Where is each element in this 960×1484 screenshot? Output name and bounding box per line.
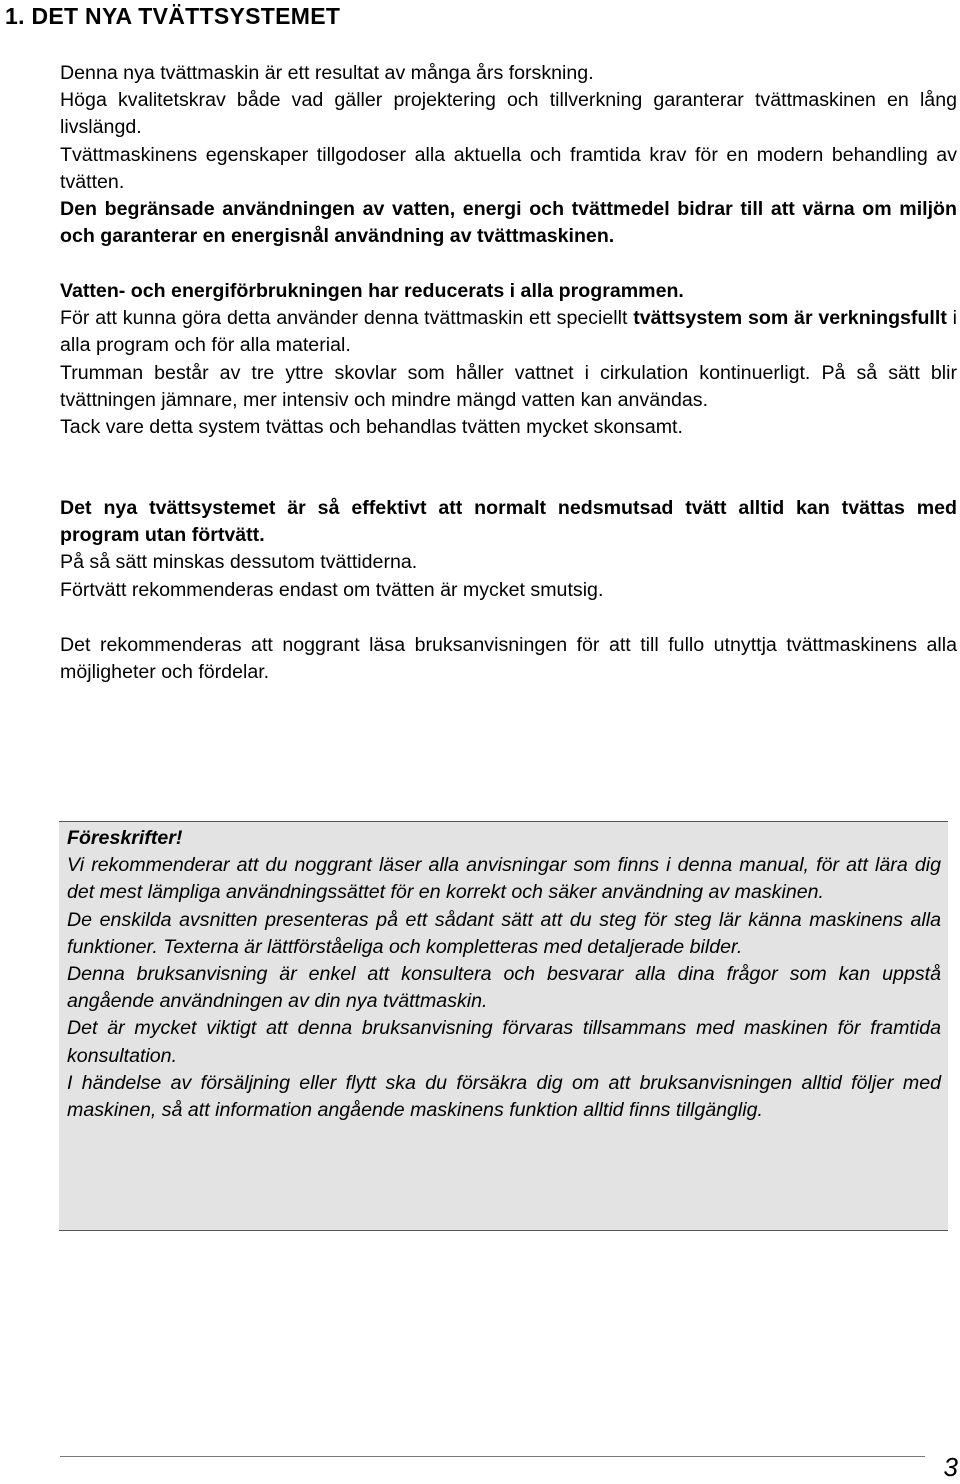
consumption-bold-text: tvättsystem som är verkningsfullt [633, 307, 947, 330]
intro-paragraph-2: Höga kvalitetskrav både vad gäller projektering och tillverkning garanterar tvättmaskinen en lång livslängd. [60, 89, 957, 139]
notice-title: Föreskrifter! [67, 827, 183, 849]
consumption-block [60, 278, 957, 441]
recommendation-paragraph: Det rekommenderas att noggrant läsa bruksanvisningen för att till fullo utnyttja tvättmaskinens alla möjligheter och fördelar. [60, 634, 957, 684]
intro-paragraph-1: Denna nya tvättmaskin är ett resultat av många års forskning. [60, 62, 594, 84]
efficiency-paragraph-3: Förtvätt rekommenderas endast om tvätten är mycket smutsig. [60, 578, 604, 601]
section-heading: 1. DET NYA TVÄTTSYSTEMET [5, 3, 341, 29]
page-number: 3 [943, 1452, 958, 1482]
consumption-paragraph-4: Tack vare detta system tvättas och behandlas tvätten mycket skonsamt. [60, 416, 683, 439]
notice-box [59, 821, 948, 1231]
notice-paragraph-2: De enskilda avsnitten presenteras på ett sådant sätt att du steg för steg lär känna maskinens alla funktioner. Texterna är lättförståeliga och kompletteras med detaljerade bilder. [67, 908, 941, 958]
footer-divider [60, 1456, 925, 1457]
notice-paragraph-3: Denna bruksanvisning är enkel att konsultera och besvarar alla dina frågor som kan uppstå angående användningen av din nya tvättmaskin. [67, 963, 941, 1013]
intro-block [60, 60, 957, 250]
efficiency-block [60, 495, 957, 604]
recommendation-block [60, 632, 957, 686]
consumption-paragraph-2 [60, 305, 957, 359]
notice-paragraph-4: Det är mycket viktigt att denna bruksanvisning förvaras tillsammans med maskinen för framtida konsultation. [67, 1017, 941, 1067]
efficiency-paragraph-2: På så sätt minskas dessutom tvättiderna. [60, 551, 418, 574]
efficiency-paragraph-1: Det nya tvättsystemet är så effektivt att normalt nedsmutsad tvätt alltid kan tvättas med program utan förtvätt. [60, 497, 957, 547]
intro-paragraph-3: Tvättmaskinens egenskaper tillgodoser alla aktuella och framtida krav för en modern behandling av tvätten. [60, 143, 957, 193]
notice-paragraph-1: Vi rekommenderar att du noggrant läser alla anvisningar som finns i denna manual, för att lära dig det mest lämpliga användningssättet för en korrekt och säker användning av maskinen. [67, 854, 941, 904]
consumption-text-1: För att kunna göra detta använder denna tvättmaskin ett speciellt [60, 307, 634, 330]
consumption-paragraph-3: Trumman består av tre yttre skovlar som håller vattnet i cirkulation kontinuerligt. På så sätt blir tvättningen jämnare, mer intensiv och mindre mängd vatten kan användas. [60, 361, 957, 411]
consumption-text-2: i alla program och för alla material. [60, 307, 957, 357]
notice-paragraph-5: I händelse av försäljning eller flytt ska du försäkra dig om att bruksanvisningen alltid följer med maskinen, så att information angående maskinens funktion alltid finns tillgänglig. [67, 1071, 941, 1122]
intro-paragraph-4: Den begränsade användningen av vatten, energi och tvättmedel bidrar till att värna om miljön och garanterar en energisnål användning av tvättmaskinen. [60, 198, 957, 248]
consumption-paragraph-1: Vatten- och energiförbrukningen har reducerats i alla programmen. [60, 280, 684, 302]
